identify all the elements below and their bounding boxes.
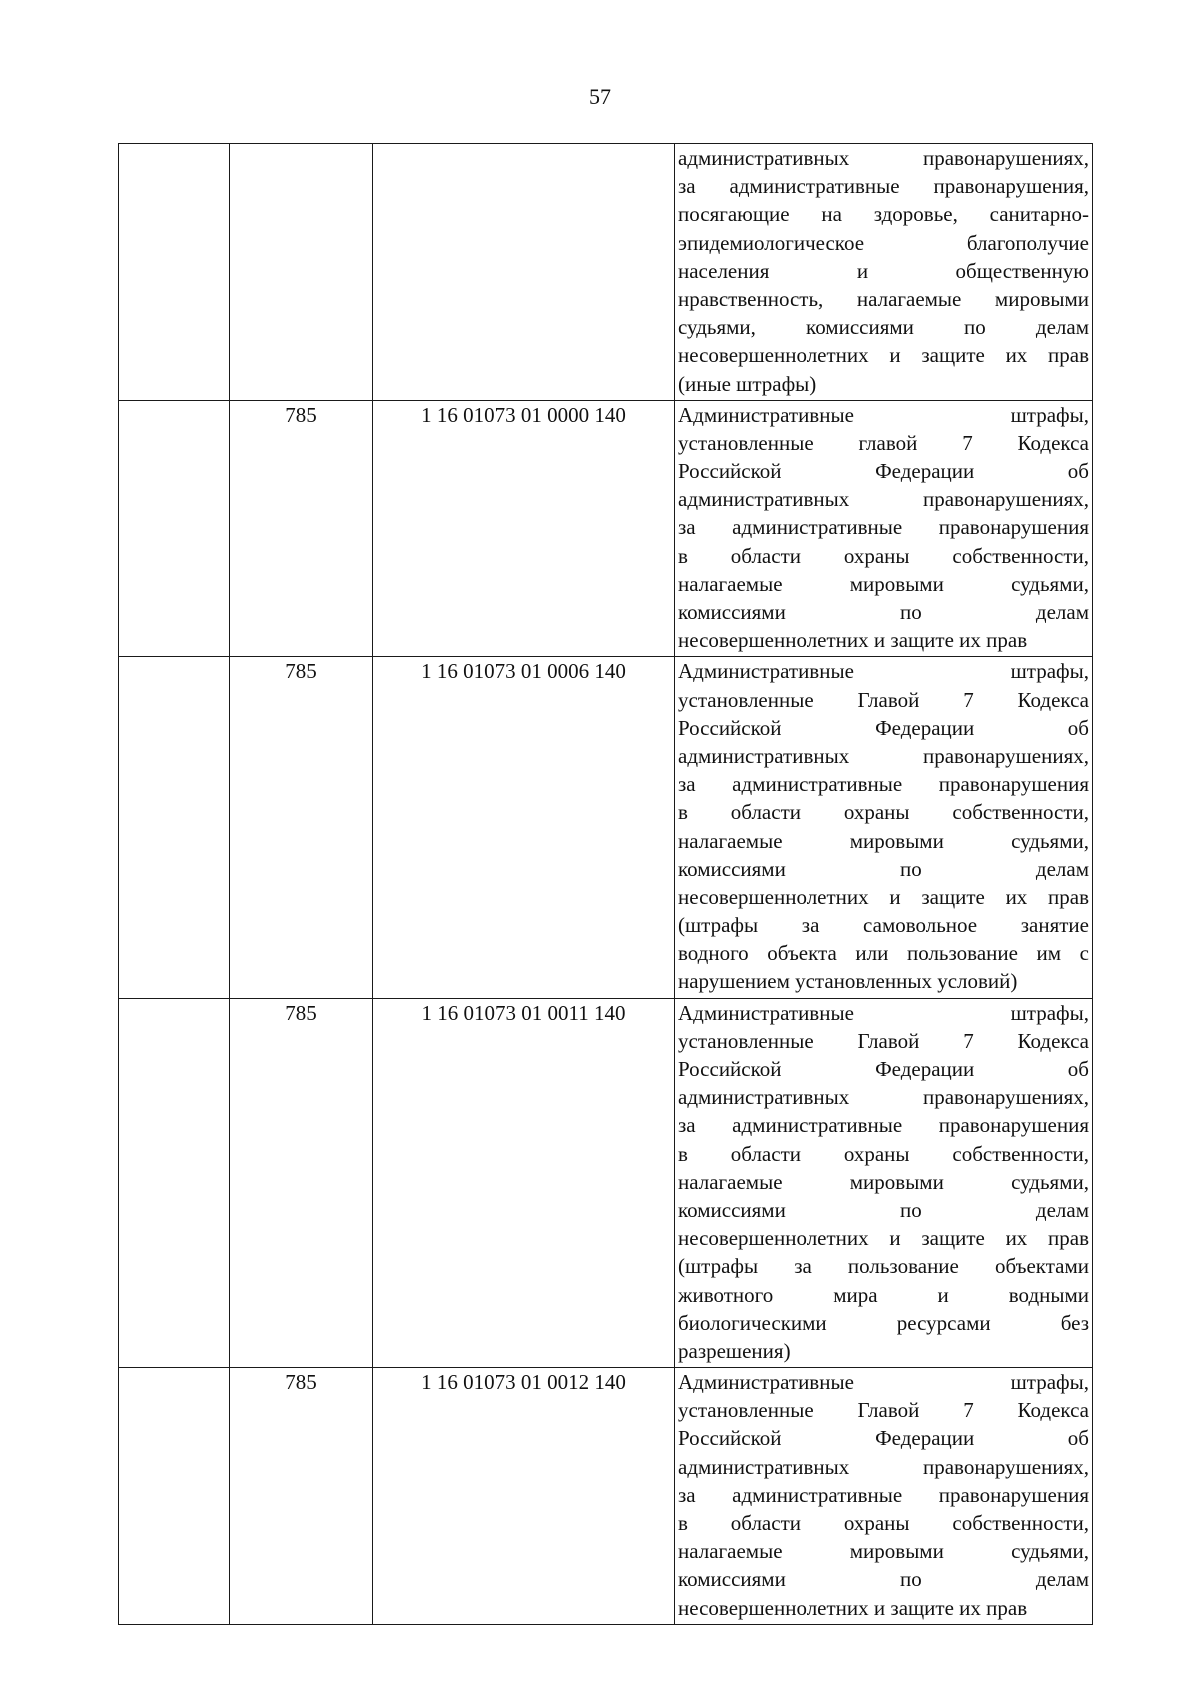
description-line: налагаемые мировыми судьями, [678, 1169, 1089, 1194]
budget-code-cell: 1 16 01073 01 0012 140 [373, 1368, 675, 1625]
description-line: административных правонарушениях, [678, 1454, 1089, 1479]
description-cell [675, 1368, 1093, 1625]
description-line: установленные Главой 7 Кодекса [678, 687, 1089, 712]
administrator-code-cell: 785 [230, 657, 373, 998]
description-line: разрешения) [678, 1338, 791, 1363]
description-line: установленные Главой 7 Кодекса [678, 1028, 1089, 1053]
description-line: Административные штрафы, [678, 402, 1089, 427]
description-line: несовершеннолетних и защите их прав [678, 1226, 1089, 1251]
description-line: (иные штрафы) [678, 371, 817, 396]
budget-code-cell: 1 16 01073 01 0000 140 [373, 400, 675, 657]
description-line: налагаемые мировыми судьями, [678, 828, 1089, 853]
description-line: Российской Федерации об [678, 1426, 1089, 1451]
description-line: судьями, комиссиями по делам [678, 315, 1089, 340]
table-row [119, 144, 1093, 401]
description-line: в области охраны собственности, [678, 543, 1089, 568]
description-line: установленные главой 7 Кодекса [678, 430, 1089, 455]
page-number: 57 [589, 84, 611, 109]
description-cell [675, 657, 1093, 998]
empty-cell [119, 400, 230, 657]
administrator-code-cell [230, 144, 373, 401]
description-line: налагаемые мировыми судьями, [678, 571, 1089, 596]
description-line: эпидемиологическое благополучие [678, 230, 1089, 255]
description-line: Российской Федерации об [678, 1057, 1089, 1081]
table-row [119, 1368, 1093, 1625]
description-line: нравственность, налагаемые мировыми [678, 286, 1089, 311]
budget-classification-table [118, 143, 1093, 1625]
description-line: в области охраны собственности, [678, 1511, 1089, 1535]
empty-cell [119, 998, 230, 1367]
description-line: установленные Главой 7 Кодекса [678, 1398, 1089, 1423]
description-line: административных правонарушениях, [678, 1085, 1089, 1110]
description-line: комиссиями по делам [678, 856, 1089, 881]
budget-code-cell [373, 144, 675, 401]
description-cell [675, 998, 1093, 1367]
administrator-code-cell: 785 [230, 998, 373, 1367]
empty-cell [119, 657, 230, 998]
description-line: за административные правонарушения [678, 1482, 1089, 1507]
description-line: Российской Федерации об [678, 459, 1089, 484]
table-row [119, 400, 1093, 657]
description-line: административных правонарушениях, [678, 743, 1089, 768]
description-line: административных правонарушениях, [678, 146, 1089, 170]
description-line: несовершеннолетних и защите их прав [678, 628, 1028, 653]
description-line: за административные правонарушения [678, 1113, 1089, 1138]
description-line: посягающие на здоровье, санитарно- [678, 202, 1089, 227]
description-line: животного мира и водными [678, 1282, 1089, 1307]
table-body [119, 144, 1093, 1625]
description-line: несовершеннолетних и защите их прав [678, 343, 1089, 368]
description-line: налагаемые мировыми судьями, [678, 1539, 1089, 1564]
empty-cell [119, 144, 230, 401]
description-line: за административные правонарушения [678, 515, 1089, 540]
description-line: несовершеннолетних и защите их прав [678, 1595, 1028, 1620]
description-line: нарушением установленных условий) [678, 969, 1018, 994]
description-line: за административные правонарушения [678, 772, 1089, 797]
table-row [119, 998, 1093, 1367]
description-line: в области охраны собственности, [678, 800, 1089, 825]
description-line: Российской Федерации об [678, 715, 1089, 740]
description-line: (штрафы за пользование объектами [678, 1254, 1089, 1279]
table-row [119, 657, 1093, 998]
description-line: несовершеннолетних и защите их прав [678, 884, 1089, 909]
description-cell [675, 144, 1093, 401]
description-cell [675, 400, 1093, 657]
description-line: населения и общественную [678, 258, 1089, 283]
description-line: (штрафы за самовольное занятие [678, 913, 1089, 938]
description-line: административных правонарушениях, [678, 487, 1089, 512]
description-line: в области охраны собственности, [678, 1141, 1089, 1166]
description-line: комиссиями по делам [678, 600, 1089, 624]
empty-cell [119, 1368, 230, 1625]
description-line: Административные штрафы, [678, 659, 1089, 684]
description-line: комиссиями по делам [678, 1567, 1089, 1592]
administrator-code-cell: 785 [230, 1368, 373, 1625]
description-line: биологическими ресурсами без [678, 1310, 1089, 1335]
description-line: Административные штрафы, [678, 1370, 1089, 1395]
budget-code-cell: 1 16 01073 01 0006 140 [373, 657, 675, 998]
budget-code-cell: 1 16 01073 01 0011 140 [373, 998, 675, 1367]
description-line: водного объекта или пользование им с [678, 941, 1089, 966]
description-line: комиссиями по делам [678, 1197, 1089, 1222]
description-line: за административные правонарушения, [678, 174, 1089, 199]
description-line: Административные штрафы, [678, 1000, 1089, 1025]
administrator-code-cell: 785 [230, 400, 373, 657]
